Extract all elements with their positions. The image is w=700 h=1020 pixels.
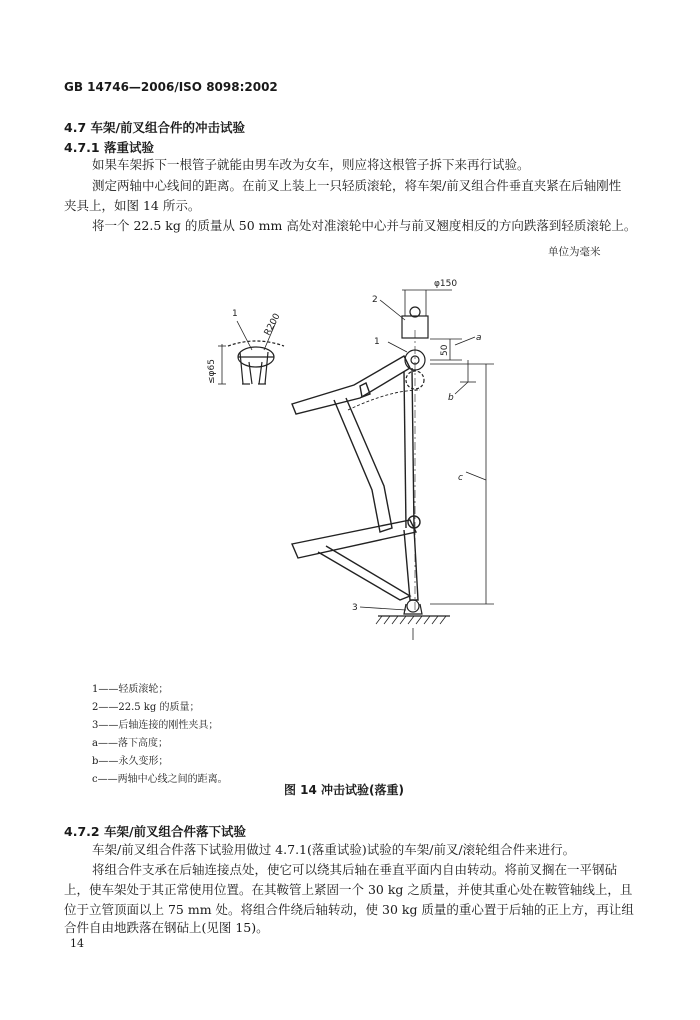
roller-on-fork <box>388 342 425 389</box>
paragraph-2-line-2: 夹具上，如图 14 所示。 <box>64 198 201 213</box>
section-4-7-2-heading: 4.7.2 车架/前叉组合件落下试验 <box>64 824 247 839</box>
legend-item-2: 2——22.5 kg 的质量； <box>92 702 200 713</box>
label-3: 3 <box>352 603 358 613</box>
legend-item-3: 3——后轴连接的刚性夹具； <box>92 720 219 731</box>
legend-item-1: 1——轻质滚轮； <box>92 684 169 695</box>
unit-note: 单位为毫米 <box>548 246 601 258</box>
paragraph-5-line-3: 位于立管顶面以上 75 mm 处。将组合件绕后轴转动，使 30 kg 质量的重心置于后轴的正上方，再让组 <box>64 902 634 917</box>
figure-caption: 图 14 冲击试验(落重) <box>284 783 405 797</box>
label-le65: ≤φ65 <box>207 359 217 384</box>
label-r200: R200 <box>262 312 283 338</box>
drop-weight <box>380 290 452 338</box>
paragraph-4: 车架/前叉组合件落下试验用做过 4.7.1(落重试验)试验的车架/前叉/滚轮组合件来进行。 <box>92 842 576 857</box>
paragraph-5-line-1: 将组合件支承在后轴连接点处，使它可以绕其后轴在垂直平面内自由转动。将前叉搁在一平钢砧 <box>92 862 618 877</box>
bicycle-frame <box>292 356 420 600</box>
paragraph-2-line-1: 测定两轴中心线间的距离。在前叉上装上一只轻质滚轮，将车架/前叉组合件垂直夹紧在后轴刚性 <box>92 178 622 193</box>
label-c: c <box>458 473 463 483</box>
legend-item-c: c——两轴中心线之间的距离。 <box>92 774 228 785</box>
label-1: 1 <box>374 337 380 347</box>
page-number: 14 <box>70 937 84 950</box>
drop-height-dims <box>430 337 494 604</box>
paragraph-5-line-2: 上，使车架处于其正常使用位置。在其鞍管上紧固一个 30 kg 之质量，并使其重心处在鞍管轴线上，且 <box>64 882 633 897</box>
legend-item-b: b——永久变形； <box>92 756 169 767</box>
label-a: a <box>476 333 482 343</box>
rear-clamp <box>360 600 450 640</box>
label-2: 2 <box>372 295 378 305</box>
section-4-7-1-heading: 4.7.1 落重试验 <box>64 140 154 155</box>
label-50: 50 <box>440 344 450 356</box>
label-1-detail: 1 <box>232 309 238 319</box>
paragraph-3: 将一个 22.5 kg 的质量从 50 mm 高处对准滚轮中心并与前叉翘度相反的方向跌落到轻质滚轮上。 <box>92 218 637 233</box>
paragraph-1: 如果车架拆下一根管子就能由男车改为女车，则应将这根管子拆下来再行试验。 <box>92 157 530 172</box>
label-phi150: φ150 <box>434 279 458 289</box>
standard-header: GB 14746—2006/ISO 8098:2002 <box>64 80 278 94</box>
label-b: b <box>448 393 454 403</box>
section-4-7-heading: 4.7 车架/前叉组合件的冲击试验 <box>64 120 246 135</box>
paragraph-5-line-4: 合件自由地跌落在钢砧上(见图 15)。 <box>64 920 269 935</box>
legend-item-a: a——落下高度； <box>92 738 168 749</box>
